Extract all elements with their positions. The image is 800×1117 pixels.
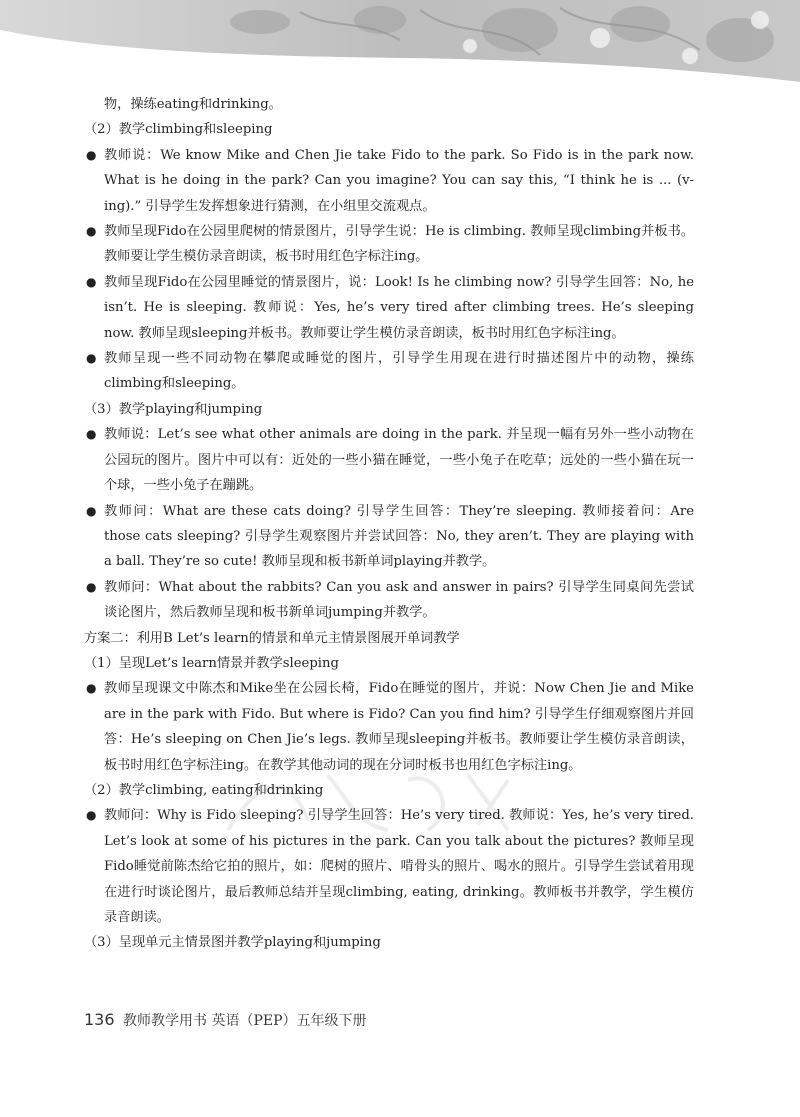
book-title: 教师教学用书 英语（PEP）五年级下册 (123, 1013, 367, 1029)
bullet-icon: ● (86, 579, 97, 594)
list-item-text: 教师呈现课文中陈杰和Mike坐在公园长椅，Fido在睡觉的图片，并说：Now Chen Jie and Mike are in the park with Fido. But where is Fido? Can you find him? 引导学生仔细观察图片并回答：He’s sleeping on Chen Jie’s legs. 教师呈现sleeping并板书。教师要让学生模仿录音朗读，板书时用红色字标注ing。在教学其他动词的现在分词时板书也用红色字标注ing。 (104, 681, 694, 773)
list-item (84, 143, 694, 219)
list-item (84, 676, 694, 778)
section-heading-sleeping: （1）呈现Let’s learn情景并教学sleeping (84, 655, 339, 671)
bullet-icon: ● (86, 681, 97, 696)
list-item-text: 教师说：Let’s see what other animals are doing in the park. 并呈现一幅有另外一些小动物在公园玩的图片。图片中可以有：近处的一些小猫在睡觉，一些小兔子在吃草；远处的一些小猫在玩一个球，一些小兔子在蹦跳。 (104, 427, 694, 494)
page-body (84, 92, 694, 956)
page-number: 136 (84, 1010, 115, 1029)
list-item-text: 教师说：We know Mike and Chen Jie take Fido to the park. So Fido is in the park now. What is he doing in the park? Can you imagine? You can say this, “I think he is ... (v-ing).” 引导学生发挥想象进行猜测，在小组里交流观点。 (104, 147, 694, 214)
plan-two-heading: 方案二：利用B Let’s learn的情景和单元主情景图展开单词教学 (84, 630, 460, 646)
bullet-icon: ● (86, 147, 97, 162)
list-item (84, 346, 694, 397)
list-item-text: 教师问：Why is Fido sleeping? 引导学生回答：He’s very tired. 教师说：Yes, he’s very tired. Let’s look at some of his pictures in the park. Can you talk about the pictures? 教师呈现Fido睡觉前陈杰给它拍的照片，如：爬树的照片、啃骨头的照片、喝水的照片。引导学生尝试着用现在进行时谈论图片，最后教师总结并呈现climbing, eating, drinking。教师板书并教学，学生模仿录音朗读。 (104, 808, 694, 925)
bullet-icon: ● (86, 224, 97, 239)
bullet-icon: ● (86, 808, 97, 823)
floral-banner-graphic (0, 0, 800, 92)
bullet-icon: ● (86, 427, 97, 442)
bullet-icon: ● (86, 274, 97, 289)
bullet-icon: ● (86, 351, 97, 366)
section-heading-climbing-eating-drinking: （2）教学climbing, eating和drinking (84, 782, 324, 798)
list-item (84, 422, 694, 498)
section-heading-playing-jumping: （3）教学playing和jumping (84, 401, 263, 417)
decorative-header-banner (0, 0, 800, 92)
paragraph-continuation: 物，操练eating和drinking。 (104, 97, 282, 112)
list-item (84, 270, 694, 346)
list-item-text: 教师呈现Fido在公园里爬树的情景图片，引导学生说：He is climbing. 教师呈现climbing并板书。教师要让学生模仿录音朗读，板书时用红色字标注ing。 (104, 224, 694, 265)
list-item (84, 575, 694, 626)
list-item (84, 499, 694, 575)
page-footer (84, 1010, 367, 1030)
section-heading-climbing-sleeping: （2）教学climbing和sleeping (84, 122, 273, 138)
list-item (84, 803, 694, 930)
list-item-text: 教师呈现Fido在公园里睡觉的情景图片，说：Look! Is he climbing now? 引导学生回答：No, he isn’t. He is sleeping. 教师说：Yes, he’s very tired after climbing trees. He’s sleeping now. 教师呈现sleeping并板书。教师要让学生模仿录音朗读，板书时用红色字标注ing。 (104, 274, 694, 341)
list-item (84, 219, 694, 270)
bullet-icon: ● (86, 503, 97, 518)
list-item-text: 教师问：What about the rabbits? Can you ask and answer in pairs? 引导学生同桌间先尝试谈论图片，然后教师呈现和板书新单词jumping并教学。 (104, 579, 694, 621)
list-item-text: 教师问：What are these cats doing? 引导学生回答：They’re sleeping. 教师接着问：Are those cats sleeping? 引导学生观察图片并尝试回答：No, they aren’t. They are playing with a ball. They’re so cute! 教师呈现和板书新单词playing并教学。 (104, 503, 694, 570)
list-item-text: 教师呈现一些不同动物在攀爬或睡觉的图片，引导学生用现在进行时描述图片中的动物，操练climbing和sleeping。 (104, 351, 694, 392)
section-heading-playing-jumping-main: （3）呈现单元主情景图并教学playing和jumping (84, 935, 381, 951)
